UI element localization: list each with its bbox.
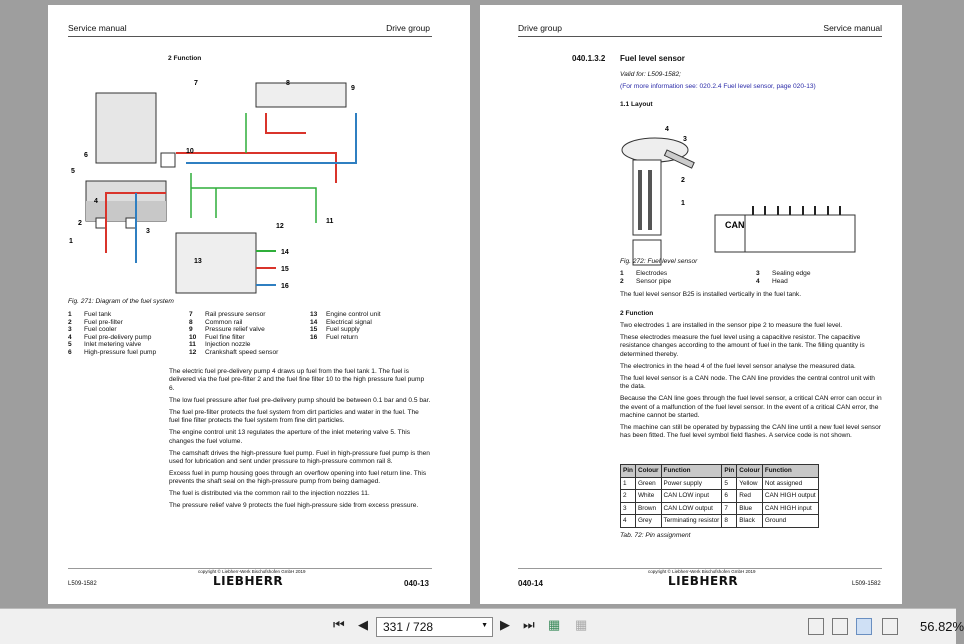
svg-text:11: 11 — [326, 218, 334, 225]
previous-page-icon[interactable]: ◀ — [358, 617, 368, 632]
footer-model: L509-1582 — [68, 581, 97, 587]
legend-col-3: 13 Engine control unit 14 Electrical signal 15 Fuel supply 16 Fuel return — [310, 311, 381, 341]
last-page-icon[interactable]: ⏭ — [523, 617, 535, 632]
header-right: Drive group — [386, 23, 430, 33]
table-row: 3 Brown CAN LOW output 7 Blue CAN HIGH input — [621, 502, 819, 515]
facing-view-icon[interactable] — [856, 618, 872, 635]
header-right: Service manual — [823, 23, 882, 33]
svg-text:2: 2 — [681, 177, 685, 184]
layout-heading: 1.1 Layout — [620, 101, 653, 108]
fuel-level-sensor-figure — [615, 120, 890, 265]
figure-caption: Fig. 271: Diagram of the fuel system — [68, 298, 174, 305]
right-page — [480, 5, 902, 604]
page-number-field[interactable]: 331 / 728 ▼ — [376, 617, 493, 637]
svg-text:CAN: CAN — [725, 220, 745, 230]
svg-text:9: 9 — [351, 85, 355, 92]
liebherr-logo: LIEBHERR — [213, 574, 284, 588]
facing-continuous-view-icon[interactable] — [882, 618, 898, 635]
header-left: Drive group — [518, 23, 562, 33]
svg-text:1: 1 — [681, 200, 685, 207]
svg-text:8: 8 — [286, 80, 290, 87]
svg-text:4: 4 — [94, 198, 98, 205]
svg-text:1: 1 — [69, 238, 73, 245]
svg-text:2: 2 — [78, 220, 82, 227]
table-row: 2 White CAN LOW input 6 Red CAN HIGH output — [621, 490, 819, 503]
first-page-icon[interactable]: ⏮ — [333, 617, 345, 632]
svg-text:10: 10 — [186, 148, 194, 155]
zoom-level[interactable]: 56.82% — [920, 619, 964, 634]
high-pressure-pump — [96, 93, 156, 163]
svg-text:3: 3 — [146, 228, 150, 235]
viewer-toolbar — [0, 608, 964, 644]
function-text: Two electrodes 1 are installed in the sensor pipe 2 to measure the fuel level. These electrodes measure the fuel level using a capacitive resistor. The capacitive resistance changes according to the amount of fuel in the tank. The filling quantity is determined thereby. The electronics in the head 4 of the fuel level sensor analyse the measured data. The fuel level sensor is a CAN node. The CAN line provides the central control unit with the data. Because the CAN line goes through the fuel level sensor, a critical CAN error can occur in the event of a malfunction of the fuel level sensor. In the event of a critical CAN error, the machine cannot be started. The machine can still be operated by bypassing the CAN line until a new fuel level sensor has been fitted. The fuel level symbol field flashes. A service code is not shown. — [620, 322, 882, 440]
svg-text:5: 5 — [71, 168, 75, 175]
more-info-link[interactable]: (For more information see: 020.2.4 Fuel level sensor, page 020-13) — [620, 83, 816, 90]
sensor-legend-2: 3 Sealing edge 4 Head — [756, 270, 811, 285]
svg-text:6: 6 — [84, 152, 88, 159]
svg-text:16: 16 — [281, 283, 289, 290]
page-number: 040-14 — [518, 579, 543, 588]
header-left: Service manual — [68, 23, 127, 33]
figure-caption: Fig. 272: Fuel level sensor — [620, 258, 698, 265]
page-number: 040-13 — [404, 579, 429, 588]
go-back-view-icon[interactable]: ▦ — [548, 617, 561, 632]
svg-text:3: 3 — [683, 136, 687, 143]
fuel-system-diagram — [66, 73, 366, 298]
liebherr-logo: LIEBHERR — [668, 574, 739, 588]
legend-col-2: 7 Rail pressure sensor 8 Common rail 9 Pressure relief valve 10 Fuel fine filter 11 Injection nozzle 12 Crankshaft speed sensor — [189, 311, 279, 356]
table-caption: Tab. 72: Pin assignment — [620, 532, 691, 539]
section-heading: 2 Function — [168, 55, 202, 62]
chevron-down-icon[interactable]: ▼ — [481, 622, 488, 629]
svg-text:15: 15 — [281, 266, 289, 273]
engine-control-unit — [176, 233, 256, 293]
go-forward-view-icon[interactable]: ▦ — [575, 617, 588, 632]
function-text: The electric fuel pre-delivery pump 4 draws up fuel from the fuel tank 1. The fuel is delivered via the fuel pre-filter 2 and the fuel fine filter 10 to the high pressure fuel pump 6. The low fuel pressure after fuel pre-delivery pump should be between 0.1 bar and 0.5 bar. The fuel pre-filter protects the fuel system from dirt particles and water in the fuel. The fuel fine filter protects the fuel system from fine dirt particles. The engine control unit 13 regulates the aperture of the inlet metering valve 5. This changes the fuel volume. The camshaft drives the high-pressure fuel pump. Fuel in high-pressure fuel pump is then used for lubrication and sent under pressure to high-pressure common rail 8. Excess fuel in pump housing goes through an overflow opening into fuel return line. This prevents the shaft seal on the high-pressure pump from being damaged. The fuel is distributed via the common rail to the injection nozzles 11. The pressure relief valve 9 protects the fuel high-pressure side from excess pressure. — [169, 368, 431, 510]
sensor-legend-1: 1 Electrodes 2 Sensor pipe — [620, 270, 672, 285]
next-page-icon[interactable]: ▶ — [500, 617, 510, 632]
legend-col-1: 1 Fuel tank 2 Fuel pre-filter 3 Fuel cooler 4 Fuel pre-delivery pump 5 Inlet metering valve 6 High-pressure fuel pump — [68, 311, 157, 356]
svg-text:13: 13 — [194, 258, 202, 265]
table-row: 4 Grey Terminating resistor 8 Black Ground — [621, 515, 819, 528]
valid-for: Valid for: L509-1582; — [620, 71, 681, 78]
install-text: The fuel level sensor B25 is installed vertically in the fuel tank. — [620, 291, 802, 298]
footer-copyright: copyright © Liebherr-Werk Bischofshofen GmbH 2019 — [648, 569, 756, 574]
single-page-view-icon[interactable] — [808, 618, 824, 635]
left-page — [48, 5, 470, 604]
svg-text:12: 12 — [276, 223, 284, 230]
table-row: 1 Green Power supply 5 Yellow Not assigned — [621, 477, 819, 490]
common-rail — [256, 83, 346, 107]
continuous-view-icon[interactable] — [832, 618, 848, 635]
svg-text:14: 14 — [281, 249, 289, 256]
footer-copyright: copyright © Liebherr-Werk Bischofshofen GmbH 2019 — [198, 569, 306, 574]
section-number: 040.1.3.2 — [572, 54, 606, 63]
pin-assignment-table: Pin Colour Function Pin Colour Function 1 Green Power supply 5 Yellow Not assigned 2 White CAN LOW input 6 Red CAN HIGH output 3 Brown CAN LOW output 7 Blue CAN HIGH input 4 Grey Terminating resistor 8 Black Ground — [620, 464, 819, 528]
function-heading: 2 Function — [620, 310, 654, 317]
section-title: Fuel level sensor — [620, 54, 685, 63]
svg-text:4: 4 — [665, 126, 669, 133]
svg-text:7: 7 — [194, 80, 198, 87]
footer-model: L509-1582 — [852, 581, 881, 587]
